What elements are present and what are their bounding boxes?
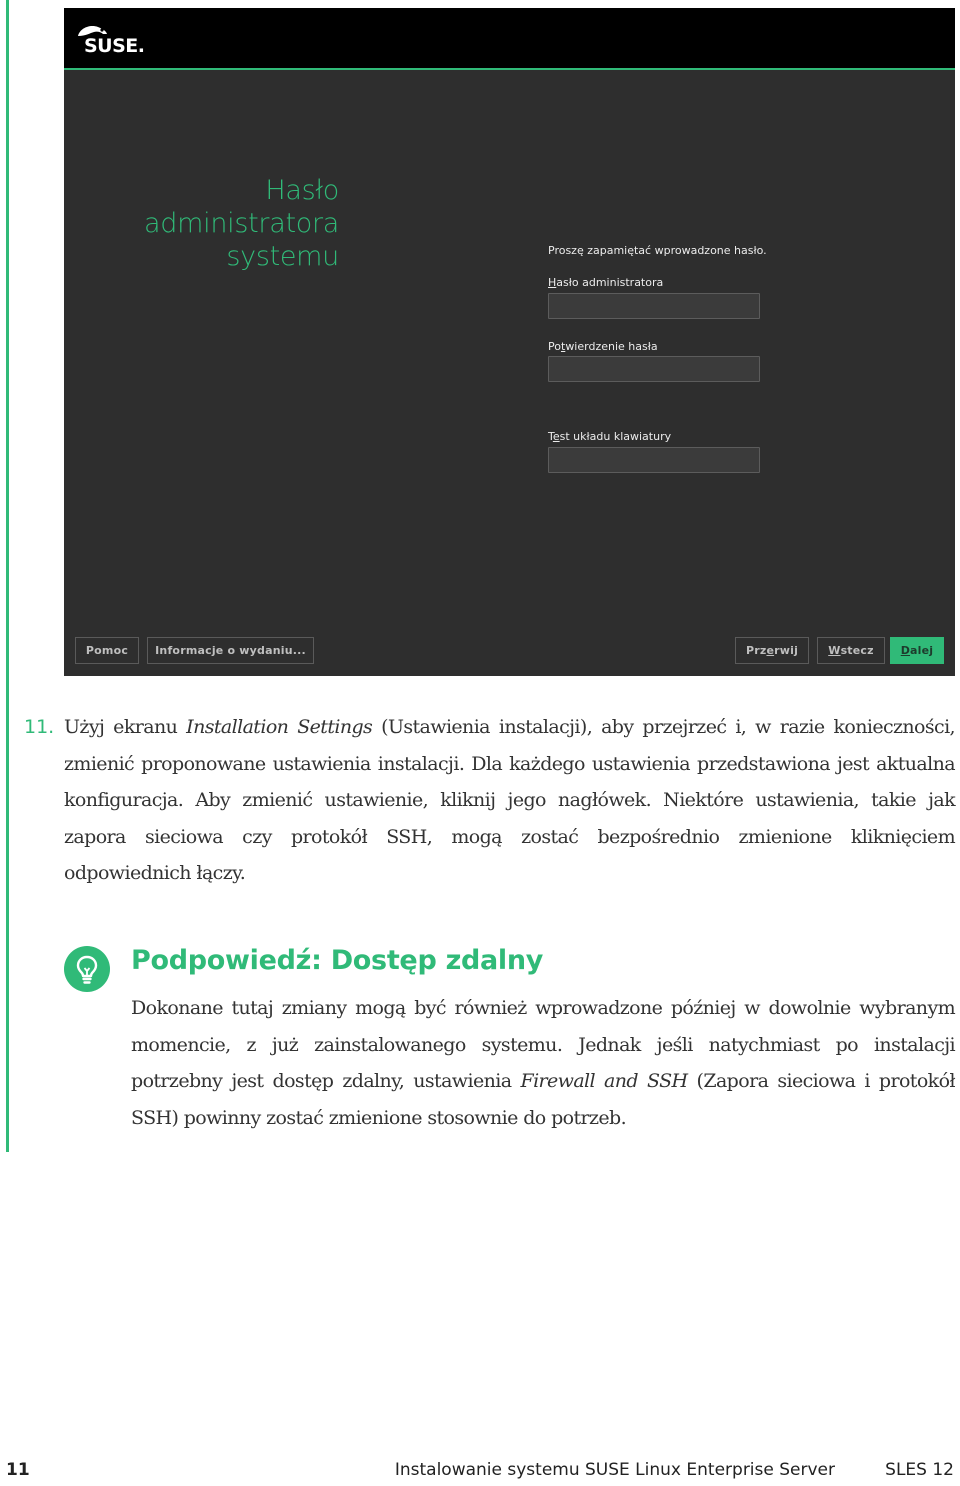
dialog-title: Hasło administratora systemu xyxy=(144,175,339,272)
footer-product: SLES 12 xyxy=(885,1460,954,1480)
step-number: 11. xyxy=(24,716,55,738)
tip-title: Podpowiedź: Dostęp zdalny xyxy=(131,945,544,976)
lightbulb-icon xyxy=(64,946,110,992)
keyboard-test-input[interactable] xyxy=(548,447,760,473)
release-notes-button[interactable]: Informacje o wydaniu... xyxy=(147,637,314,664)
installer-screenshot xyxy=(64,8,955,676)
confirm-password-label: Potwierdzenie hasła xyxy=(548,340,658,353)
next-button[interactable]: Dalej xyxy=(890,637,944,664)
abort-button[interactable]: Przerwij xyxy=(735,637,809,664)
installer-header-bar xyxy=(64,8,955,68)
header-accent-line xyxy=(64,68,955,70)
password-notice: Proszę zapamiętać wprowadzone hasło. xyxy=(548,244,767,257)
tip-text: Dokonane tutaj zmiany mogą być również wprowadzone później w dowolnie wybranym momencie, z już zainstalowanego systemu. Jednak jeśli natychmiast po instalacji potrzebny jest dostęp zdalny, ustawienia Firewall and SSH (Zapora sieciowa i protokół SSH) powinny zostać zmienione stosownie do potrzeb. xyxy=(131,997,955,1129)
password-input[interactable] xyxy=(548,293,760,319)
footer-document-title: Instalowanie systemu SUSE Linux Enterprise Server xyxy=(394,1460,835,1480)
confirm-password-input[interactable] xyxy=(548,356,760,382)
suse-wordmark: SUSE. xyxy=(84,35,145,57)
suse-logo xyxy=(76,24,156,58)
step-text: Użyj ekranu Installation Settings (Ustawienia instalacji), aby przejrzeć i, w razie konieczności, zmienić proponowane ustawienia instalacji. Dla każdego ustawienia przedstawiona jest aktualna konfiguracja. Aby zmienić ustawienie, kliknij jego nagłówek. Niektóre ustawienia, takie jak zapora sieciowa czy protokół SSH, mogą zostać bezpośrednio zmienione kliknięciem odpowiednich łączy. xyxy=(64,716,956,884)
left-margin-rule xyxy=(6,0,9,1152)
help-button[interactable]: Pomoc xyxy=(75,637,139,664)
back-button[interactable]: Wstecz xyxy=(817,637,885,664)
page-number: 11 xyxy=(6,1460,30,1480)
password-label: Hasło administratora xyxy=(548,276,664,289)
keyboard-test-label: Test układu klawiatury xyxy=(548,430,672,443)
